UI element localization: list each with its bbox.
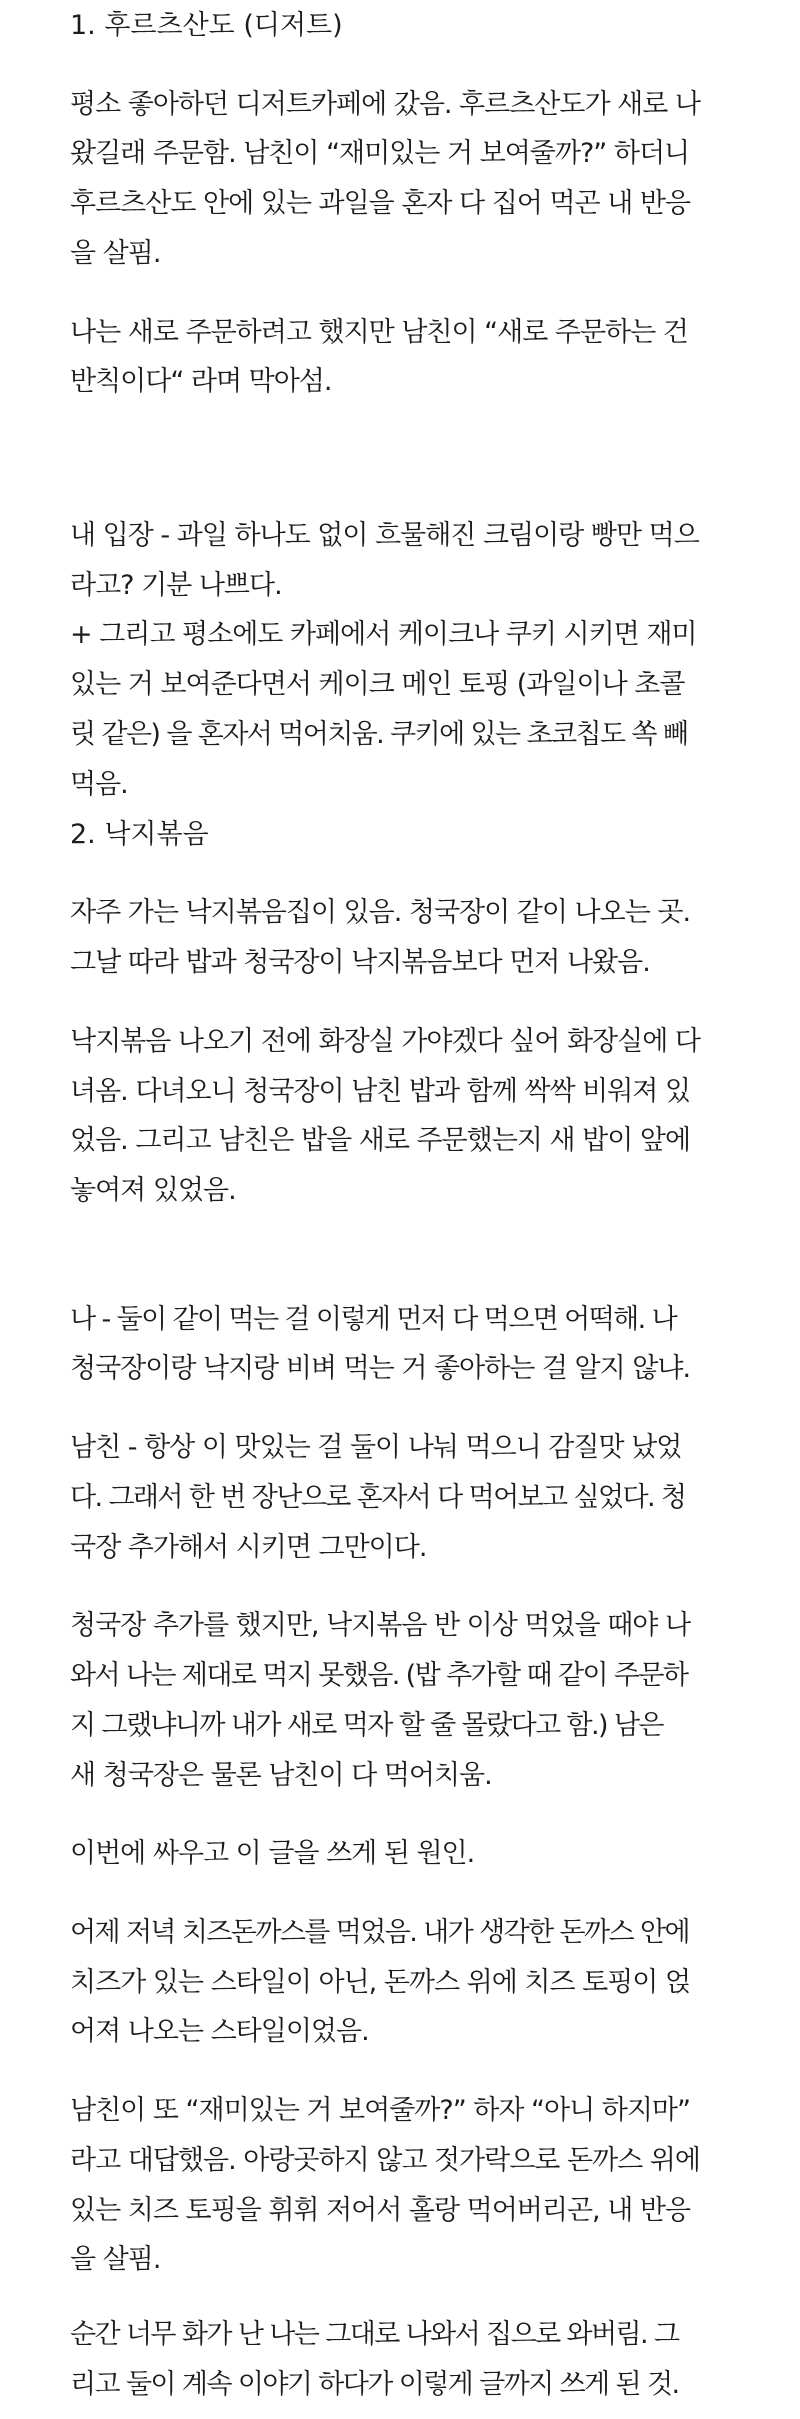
text-line: 이번에 싸우고 이 글을 쓰게 된 원인. bbox=[70, 1838, 475, 1870]
text-line: 어져 나오는 스타일이었음. bbox=[70, 2016, 369, 2048]
text-line: 국장 추가해서 시키면 그만이다. bbox=[70, 1531, 427, 1563]
text-line: 라고 대답했음. 아랑곳하지 않고 젓가락으로 돈까스 위에 bbox=[70, 2144, 700, 2176]
text-line: 와서 나는 제대로 먹지 못했음. (밥 추가할 때 같이 주문하 bbox=[70, 1660, 688, 1691]
text-line: 지 그랬냐니까 내가 새로 먹자 할 줄 몰랐다고 함.) 남은 bbox=[70, 1709, 663, 1741]
text-line: 왔길래 주문함. 남친이 “재미있는 거 보여줄까?” 하더니 bbox=[70, 138, 690, 170]
text-line: 녀옴. 다녀오니 청국장이 남친 밥과 함께 싹싹 비워져 있 bbox=[70, 1075, 691, 1107]
text-line: 치즈가 있는 스타일이 아닌, 돈까스 위에 치즈 토핑이 얹 bbox=[70, 1966, 691, 1998]
text-line: 다. 그래서 한 번 장난으로 혼자서 다 먹어보고 싶었다. 청 bbox=[70, 1481, 686, 1513]
text-line: 있는 거 보여준다면서 케이크 메인 토핑 (과일이나 초콜 bbox=[70, 669, 685, 701]
text-line: 평소 좋아하던 디저트카페에 갔음. 후르츠산도가 새로 나 bbox=[70, 88, 700, 120]
text-line: 그날 따라 밥과 청국장이 낙지볶음보다 먼저 나왔음. bbox=[70, 947, 650, 979]
text-line: 반칙이다“ 라며 막아섬. bbox=[70, 366, 332, 398]
text-line: 놓여져 있었음. bbox=[70, 1175, 236, 1207]
text-line: 청국장이랑 낙지랑 비벼 먹는 거 좋아하는 걸 알지 않냐. bbox=[70, 1353, 691, 1385]
text-line: 남친이 또 “재미있는 거 보여줄까?” 하자 “아니 하지마” bbox=[70, 2095, 690, 2126]
text-line: 을 살핌. bbox=[70, 2244, 161, 2276]
text-line: 나 - 둘이 같이 먹는 걸 이렇게 먼저 다 먹으면 어떡해. 나 bbox=[70, 1303, 677, 1335]
section-heading-nakji-bokkeum: 2. 낙지볶음 bbox=[70, 818, 209, 850]
text-line: 새 청국장은 물론 남친이 다 먹어치움. bbox=[70, 1759, 492, 1791]
text-line: 먹음. bbox=[70, 768, 128, 800]
text-line: 남친 - 항상 이 맛있는 걸 둘이 나눠 먹으니 감질맛 났었 bbox=[70, 1431, 682, 1463]
text-line: 내 입장 - 과일 하나도 없이 흐물해진 크림이랑 빵만 먹으 bbox=[70, 519, 699, 551]
section-heading-fruit-sando: 1. 후르츠산도 (디저트) bbox=[70, 10, 343, 41]
text-line: 을 살핌. bbox=[70, 238, 161, 269]
text-line: 라고? 기분 나쁘다. bbox=[70, 569, 282, 601]
text-line: 릿 같은) 을 혼자서 먹어치움. 쿠키에 있는 초코칩도 쏙 빼 bbox=[70, 719, 688, 750]
text-line: 낙지볶음 나오기 전에 화장실 가야겠다 싶어 화장실에 다 bbox=[70, 1025, 700, 1057]
text-line: 청국장 추가를 했지만, 낙지볶음 반 이상 먹었을 때야 나 bbox=[70, 1610, 691, 1642]
text-line: 리고 둘이 계속 이야기 하다가 이렇게 글까지 쓰게 된 것. bbox=[70, 2369, 679, 2400]
text-line: + 그리고 평소에도 카페에서 케이크나 쿠키 시키면 재미 bbox=[70, 619, 697, 651]
text-line: 순간 너무 화가 난 나는 그대로 나와서 집으로 와버림. 그 bbox=[70, 2319, 679, 2351]
text-line: 나는 새로 주문하려고 했지만 남친이 “새로 주문하는 건 bbox=[70, 316, 688, 348]
text-line: 후르츠산도 안에 있는 과일을 혼자 다 집어 먹곤 내 반응 bbox=[70, 188, 691, 220]
text-line: 자주 가는 낙지볶음집이 있음. 청국장이 같이 나오는 곳. bbox=[70, 897, 691, 929]
text-line: 었음. 그리고 남친은 밥을 새로 주문했는지 새 밥이 앞에 bbox=[70, 1125, 691, 1157]
text-line: 어제 저녁 치즈돈까스를 먹었음. 내가 생각한 돈까스 안에 bbox=[70, 1916, 689, 1948]
text-line: 있는 치즈 토핑을 휘휘 저어서 홀랑 먹어버리곤, 내 반응 bbox=[70, 2194, 691, 2226]
